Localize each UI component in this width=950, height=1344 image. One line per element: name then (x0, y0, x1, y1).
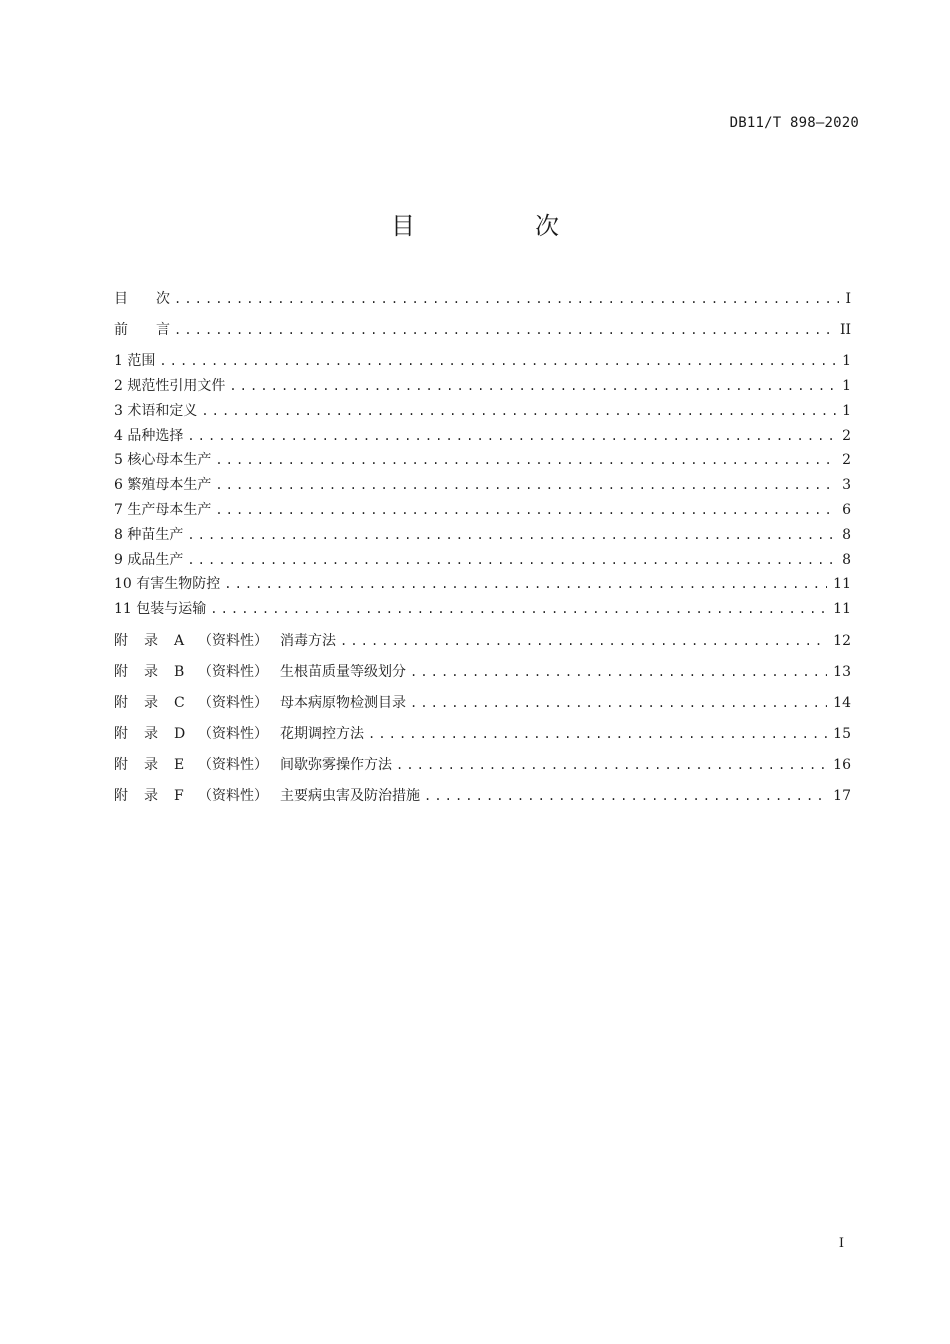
toc-leader-dots (187, 429, 836, 443)
appendix-title: 花期调控方法 (280, 726, 364, 742)
toc-entry-page: 1 (842, 353, 851, 369)
standard-code: DB11/T 898—2020 (729, 115, 859, 131)
toc-leader-dots (187, 553, 836, 567)
toc-leader-dots (210, 602, 827, 616)
toc-entry-page: 2 (842, 428, 851, 444)
toc-entry[interactable] (114, 400, 851, 422)
toc-entry-label: 5 核心母本生产 (114, 452, 212, 468)
toc-leader-dots (224, 577, 827, 591)
toc-leader-dots (424, 789, 827, 803)
toc-entry-page: 12 (833, 633, 851, 649)
appendix-label (114, 723, 368, 743)
appendix-label (114, 630, 340, 650)
toc-entry-page: 8 (842, 527, 851, 543)
toc-leader-dots (187, 528, 836, 542)
toc-leader-dots (410, 665, 827, 679)
appendix-label (114, 785, 424, 805)
appendix-type: （资料性） (198, 695, 268, 711)
appendix-type: （资料性） (198, 664, 268, 680)
toc-entry-page: 8 (842, 552, 851, 568)
appendix-title: 间歇弥雾操作方法 (280, 757, 392, 773)
toc-entry-page: 11 (833, 576, 851, 592)
page-number: I (838, 1236, 844, 1251)
toc-appendix-e[interactable] (114, 754, 851, 776)
toc-appendix-b[interactable] (114, 661, 851, 683)
toc-entry-label: 7 生产母本生产 (114, 502, 212, 518)
toc-entry[interactable] (114, 549, 851, 571)
toc-leader-dots (174, 292, 839, 306)
toc-entry-label: 目 次 (114, 291, 170, 307)
toc-entry[interactable] (114, 573, 851, 595)
toc-entry-page: 16 (833, 757, 851, 773)
toc-leader-dots (340, 634, 827, 648)
appendix-prefix: 附录 (114, 726, 174, 742)
toc-entry-label: 6 繁殖母本生产 (114, 477, 212, 493)
toc-entry[interactable] (114, 449, 851, 471)
appendix-title: 母本病原物检测目录 (280, 695, 406, 711)
toc-entry-label: 1 范围 (114, 353, 156, 369)
toc-leader-dots (215, 453, 836, 467)
appendix-label (114, 692, 410, 712)
toc-entry-label: 3 术语和定义 (114, 403, 198, 419)
toc-appendix-f[interactable] (114, 785, 851, 807)
toc-entry-page: 6 (842, 502, 851, 518)
toc-entry-page: I (845, 291, 851, 307)
toc-entry-label: 前 言 (114, 322, 170, 338)
appendix-letter: A (174, 633, 185, 649)
toc-entry-page: 14 (833, 695, 851, 711)
appendix-letter: D (174, 726, 186, 742)
appendix-type: （资料性） (198, 757, 268, 773)
toc-entry[interactable] (114, 499, 851, 521)
toc-entry-page: 1 (842, 378, 851, 394)
toc-leader-dots (368, 727, 827, 741)
toc-entry[interactable] (114, 598, 851, 620)
toc-entry-page: 11 (833, 601, 851, 617)
toc-leader-dots (396, 758, 827, 772)
appendix-type: （资料性） (198, 633, 268, 649)
toc-entry-label: 10 有害生物防控 (114, 576, 221, 592)
toc-entry-label: 2 规范性引用文件 (114, 378, 226, 394)
toc-entry-page: 17 (833, 788, 851, 804)
appendix-title: 生根苗质量等级划分 (280, 664, 406, 680)
toc-entry-label: 8 种苗生产 (114, 527, 184, 543)
toc-entry-page: 15 (833, 726, 851, 742)
toc-leader-dots (215, 503, 836, 517)
toc-leader-dots (410, 696, 827, 710)
toc-entry[interactable] (114, 524, 851, 546)
appendix-type: （资料性） (198, 726, 268, 742)
toc-entry-page: 3 (842, 477, 851, 493)
appendix-prefix: 附录 (114, 664, 174, 680)
appendix-type: （资料性） (198, 788, 268, 804)
toc-entry-label: 11 包装与运输 (114, 601, 207, 617)
appendix-letter: E (174, 757, 185, 773)
toc-appendix-c[interactable] (114, 692, 851, 714)
appendix-prefix: 附录 (114, 633, 174, 649)
appendix-title: 主要病虫害及防治措施 (280, 788, 420, 804)
toc-leader-dots (174, 323, 834, 337)
toc-appendix-a[interactable] (114, 630, 851, 652)
toc-leader-dots (201, 404, 836, 418)
toc-entry[interactable] (114, 350, 851, 372)
appendix-prefix: 附录 (114, 757, 174, 773)
toc-entry[interactable] (114, 425, 851, 447)
toc-leader-dots (215, 478, 836, 492)
toc-entry-page: 13 (833, 664, 851, 680)
toc-entry-foreword[interactable] (114, 319, 851, 341)
page-title: 目 次 (391, 212, 607, 240)
toc-leader-dots (159, 354, 836, 368)
appendix-label (114, 661, 410, 681)
appendix-prefix: 附录 (114, 788, 174, 804)
toc-entry[interactable] (114, 474, 851, 496)
toc-leader-dots (229, 379, 836, 393)
appendix-letter: F (174, 788, 184, 804)
toc-entry-page: II (839, 322, 851, 338)
appendix-title: 消毒方法 (280, 633, 336, 649)
toc-entry[interactable] (114, 375, 851, 397)
toc-entry-label: 4 品种选择 (114, 428, 184, 444)
appendix-letter: C (174, 695, 185, 711)
toc-entry-page: 2 (842, 452, 851, 468)
toc-entry-label: 9 成品生产 (114, 552, 184, 568)
appendix-letter: B (174, 664, 185, 680)
appendix-label (114, 754, 396, 774)
appendix-prefix: 附录 (114, 695, 174, 711)
toc-entry-page: 1 (842, 403, 851, 419)
toc-entry-contents[interactable] (114, 288, 851, 310)
toc-appendix-d[interactable] (114, 723, 851, 745)
